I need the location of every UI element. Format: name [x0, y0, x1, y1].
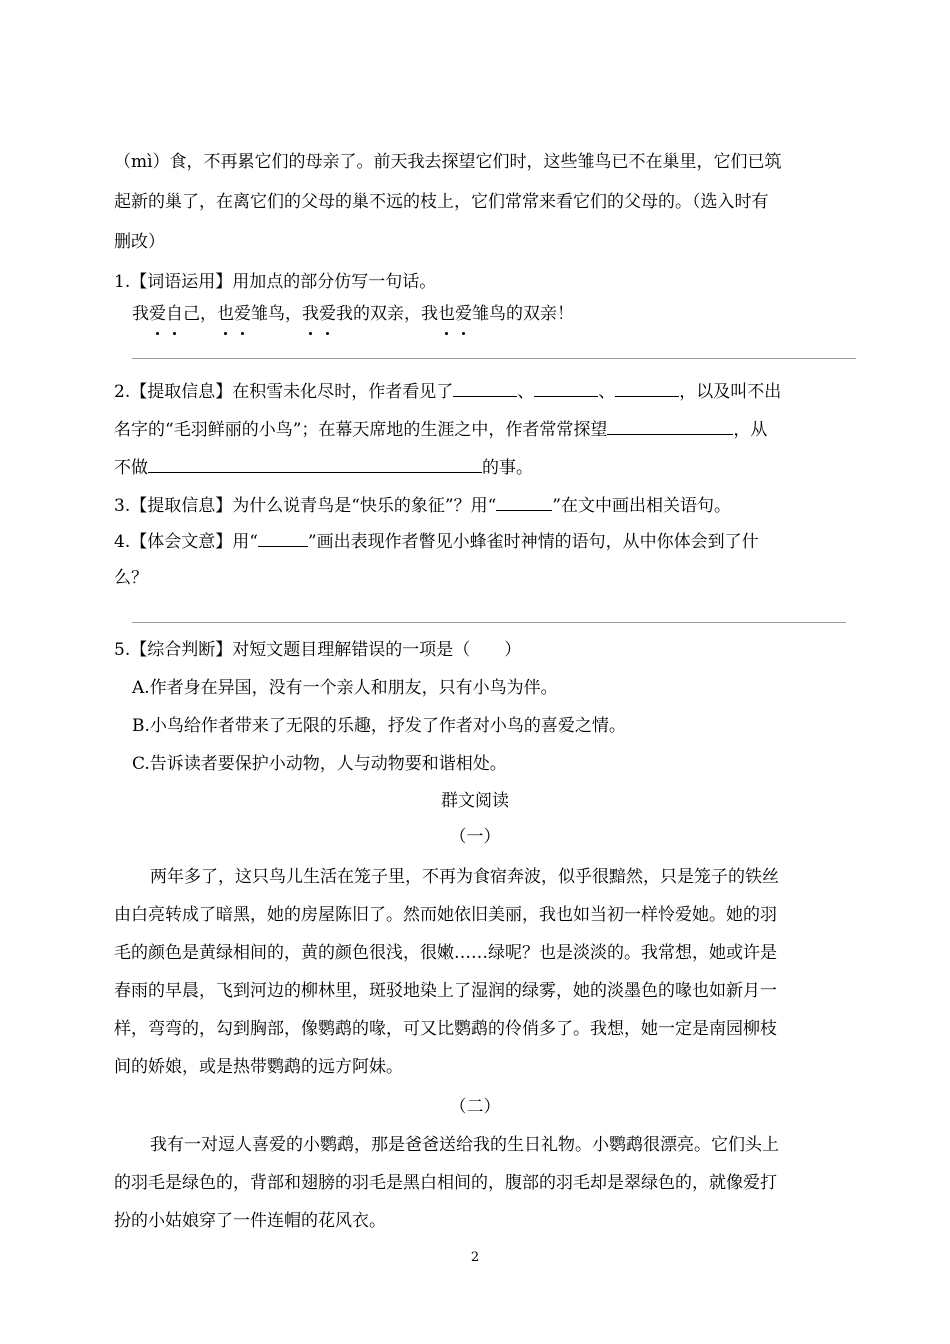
emphasis-dotted-char: 也 — [438, 304, 455, 324]
section-title: 群文阅读 — [441, 791, 509, 811]
fill-blank[interactable] — [607, 416, 733, 435]
part-1-line: 毛的颜色是黄绿相间的，黄的颜色很浅，很嫩……绿呢？也是淡淡的。我常想，她或许是 — [114, 943, 777, 963]
question-2-line-1 — [114, 378, 781, 404]
emphasis-dotted-char: 我 — [302, 304, 319, 324]
question-2-line-3 — [114, 454, 533, 480]
part-1-label: （一） — [449, 827, 501, 847]
question-2-text-e: 不做 — [114, 458, 148, 478]
fill-blank[interactable] — [615, 378, 679, 397]
fill-blank[interactable] — [534, 378, 598, 397]
question-2-text-c: 名字的“毛羽鲜丽的小鸟”；在幕天席地的生涯之中，作者常常探望 — [114, 420, 608, 440]
passage-line-2: 起新的巢了，在离它们的父母的巢不远的枝上，它们常常来看它们的父母的。（选入时有 — [114, 192, 769, 212]
question-2-text-f: 的事。 — [482, 458, 533, 478]
underline-sample — [496, 492, 552, 511]
part-2-line: 的羽毛是绿色的，背部和翅膀的羽毛是黑白相间的，腹部的羽毛却是翠绿色的，就像爱打 — [114, 1173, 777, 1193]
question-3-text-a: 3.【提取信息】为什么说青鸟是“快乐的象征”？用“ — [114, 496, 497, 516]
part-1-line: 春雨的早晨，飞到河边的柳林里，斑驳地染上了湿润的绿雾，她的淡墨色的喙也如新月一 — [114, 981, 777, 1001]
question-2-text-d: ，从 — [733, 420, 768, 440]
example-text: 我 — [421, 304, 438, 324]
answer-line-q1[interactable] — [132, 358, 856, 359]
question-2-text-a: 2.【提取信息】在积雪未化尽时，作者看见了 — [114, 382, 454, 402]
part-1-line: 两年多了，这只鸟儿生活在笼子里，不再为食宿奔波，似乎很黯然，只是笼子的铁丝 — [150, 867, 779, 887]
part-1-line: 间的娇娘，或是热带鹦鹉的远方阿妹。 — [114, 1057, 403, 1077]
example-text: 我 — [132, 304, 149, 324]
part-2-label: （二） — [449, 1097, 501, 1117]
option-c[interactable]: C.告诉读者要保护小动物，人与动物要和谐相处。 — [132, 754, 507, 774]
example-text: ， — [404, 304, 421, 324]
part-1-line: 由白亮转成了暗黑，她的房屋陈旧了。然而她依旧美丽，我也如当初一样怜爱她。她的羽 — [114, 905, 777, 925]
emphasis-dotted-char: 爱 — [234, 304, 251, 324]
option-a[interactable]: A.作者身在异国，没有一个亲人和朋友，只有小鸟为伴。 — [132, 678, 558, 698]
separator: 、 — [517, 382, 535, 402]
part-1-line: 样，弯弯的，勾到胸部，像鹦鹉的喙，可又比鹦鹉的伶俏多了。我想，她一定是南园柳枝 — [114, 1019, 777, 1039]
passage-line-1: （mì）食，不再累它们的母亲了。前天我去探望它们时，这些雏鸟已不在巢里，它们已筑 — [114, 152, 782, 172]
separator: 、 — [598, 382, 616, 402]
question-3-text-b: ”在文中画出相关语句。 — [552, 496, 731, 516]
emphasis-dotted-char: 爱 — [149, 304, 166, 324]
question-4-text-b: ”画出表现作者瞥见小蜂雀时神情的语句，从中你体会到了什 — [307, 532, 759, 552]
fill-blank[interactable] — [453, 378, 517, 397]
example-text: ， — [200, 304, 217, 324]
option-b[interactable]: B.小鸟给作者带来了无限的乐趣，抒发了作者对小鸟的喜爱之情。 — [132, 716, 626, 736]
answer-line-q4[interactable] — [132, 622, 846, 623]
emphasis-dotted-char: 爱 — [455, 304, 472, 324]
page-number: 2 — [470, 1250, 480, 1265]
question-2-text-b: ，以及叫不出 — [679, 382, 782, 402]
question-4-line-2: 么？ — [114, 568, 148, 588]
question-1-title: 1.【词语运用】用加点的部分仿写一句话。 — [114, 272, 437, 292]
example-text: 己 — [183, 304, 200, 324]
part-2-line: 我有一对逗人喜爱的小鹦鹉，那是爸爸送给我的生日礼物。小鹦鹉很漂亮。它们头上 — [150, 1135, 779, 1155]
passage-line-3: 删改） — [114, 232, 165, 252]
question-5-title: 5.【综合判断】对短文题目理解错误的一项是（ ） — [114, 640, 522, 660]
question-1-example-sentence — [132, 302, 574, 326]
fill-blank[interactable] — [148, 454, 482, 473]
example-text: 雏鸟的双亲！ — [472, 304, 574, 324]
question-2-line-2 — [114, 416, 767, 442]
emphasis-dotted-char: 也 — [217, 304, 234, 324]
emphasis-dotted-char: 爱 — [319, 304, 336, 324]
question-4-text-a: 4.【体会文意】用“ — [114, 532, 258, 552]
question-3 — [114, 492, 731, 518]
example-text: 雏鸟 — [251, 304, 285, 324]
part-2-line: 扮的小姑娘穿了一件连帽的花风衣。 — [114, 1211, 386, 1231]
example-text: 我的双亲 — [336, 304, 404, 324]
example-text: ， — [285, 304, 302, 324]
emphasis-dotted-char: 自 — [166, 304, 183, 324]
question-4-line-1 — [114, 528, 759, 554]
underline-sample — [258, 528, 308, 547]
